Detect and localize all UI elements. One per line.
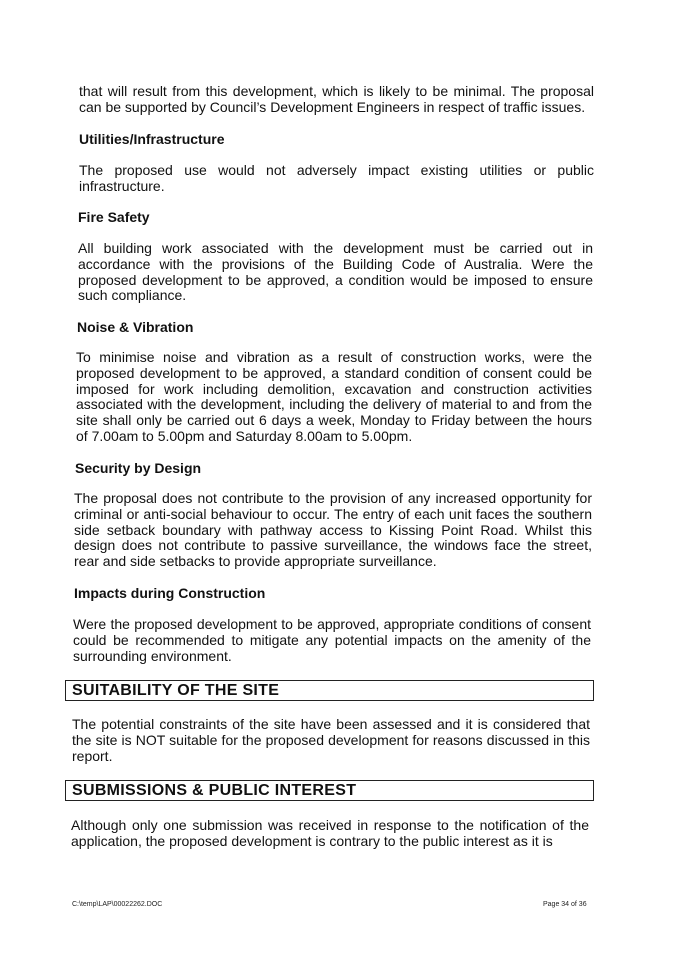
construction-impacts-heading: Impacts during Construction bbox=[74, 585, 266, 601]
suitability-paragraph: The potential constraints of the site have been assessed and it is considered that the site is NOT suitable for the proposed development for reasons discussed in this report. bbox=[72, 716, 590, 764]
security-design-paragraph: The proposal does not contribute to the provision of any increased opportunity for criminal or anti-social behaviour to occur. The entry of each unit faces the southern side setback boundary with pathway access to Kissing Point Road. Whilst this design does not contribute to passive surveillance, the windows face the street, rear and side setbacks to provide appropriate surveillance. bbox=[74, 490, 592, 570]
submissions-paragraph: Although only one submission was received in response to the notification of the application, the proposed development is contrary to the public interest as it is bbox=[71, 817, 589, 849]
traffic-paragraph: that will result from this development, which is likely to be minimal. The proposal can be supported by Council’s Development Engineers in respect of traffic issues. bbox=[79, 83, 594, 115]
noise-vibration-paragraph: To minimise noise and vibration as a result of construction works, were the proposed development to be approved, a standard condition of consent could be imposed for work including demolition, excavation and construction activities associated with the development, including the delivery of material to and from the site shall only be carried out 6 days a week, Monday to Friday between the hours of 7.00am to 5.00pm and Saturday 8.00am to 5.00pm. bbox=[76, 349, 592, 444]
security-design-heading: Security by Design bbox=[75, 460, 202, 476]
suitability-section-title: SUITABILITY OF THE SITE bbox=[72, 682, 280, 699]
utilities-paragraph: The proposed use would not adversely impact existing utilities or public infrastructure. bbox=[79, 162, 594, 194]
suitability-section-header bbox=[65, 680, 594, 701]
footer-page-number: Page 34 of 36 bbox=[543, 901, 587, 908]
utilities-heading: Utilities/Infrastructure bbox=[79, 131, 225, 147]
submissions-section-title: SUBMISSIONS & PUBLIC INTEREST bbox=[72, 782, 357, 799]
construction-impacts-paragraph: Were the proposed development to be approved, appropriate conditions of consent could be recommended to mitigate any potential impacts on the amenity of the surrounding environment. bbox=[73, 616, 591, 664]
footer-file-path: C:\temp\LAP\00022262.DOC bbox=[72, 901, 163, 908]
submissions-section-header bbox=[65, 780, 594, 801]
fire-safety-heading: Fire Safety bbox=[78, 209, 150, 225]
noise-vibration-heading: Noise & Vibration bbox=[77, 319, 194, 335]
fire-safety-paragraph: All building work associated with the development must be carried out in accordance with the provisions of the Building Code of Australia. Were the proposed development to be approved, a condition would be imposed to ensure such compliance. bbox=[78, 240, 593, 304]
